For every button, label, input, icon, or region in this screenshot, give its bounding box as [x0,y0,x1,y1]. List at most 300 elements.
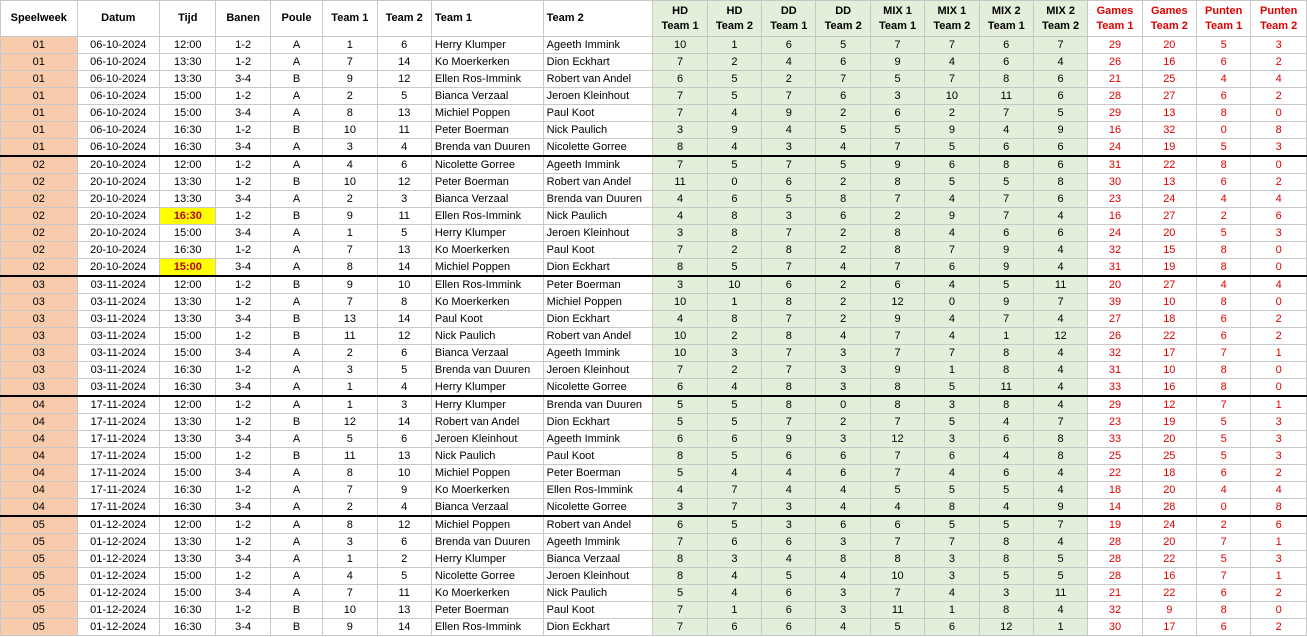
table-cell[interactable]: 1 [707,602,761,619]
table-cell[interactable]: 5 [979,482,1033,499]
table-cell[interactable]: 13:30 [160,294,216,311]
table-cell[interactable]: 39 [1088,294,1142,311]
table-cell[interactable]: 3 [762,499,816,517]
table-cell[interactable]: 9 [377,482,431,499]
table-row[interactable] [1,396,1307,414]
table-cell[interactable]: 4 [762,482,816,499]
table-cell[interactable]: Herry Klumper [431,551,543,568]
table-cell[interactable]: 1-2 [216,88,270,105]
table-cell[interactable]: 11 [870,602,924,619]
table-cell[interactable]: 2 [323,191,377,208]
table-cell[interactable]: 8 [979,534,1033,551]
table-cell[interactable]: 5 [870,71,924,88]
table-cell[interactable]: 14 [377,311,431,328]
table-cell[interactable]: 4 [1251,276,1307,294]
table-cell[interactable]: 7 [870,37,924,54]
table-cell[interactable]: 04 [1,431,78,448]
table-cell[interactable]: 13:30 [160,534,216,551]
table-cell[interactable]: 3 [925,551,979,568]
column-header[interactable]: Games Team 1 [1088,1,1142,37]
table-cell[interactable]: 6 [762,534,816,551]
table-cell[interactable]: Brenda van Duuren [431,534,543,551]
table-cell[interactable]: 3 [925,568,979,585]
table-cell[interactable]: Ellen Ros-Immink [431,71,543,88]
table-cell[interactable]: 3-4 [216,225,270,242]
table-cell[interactable]: 16:30 [160,242,216,259]
table-cell[interactable]: 6 [377,534,431,551]
table-cell[interactable]: 2 [816,174,870,191]
table-cell[interactable]: Brenda van Duuren [431,362,543,379]
table-cell[interactable]: 0 [1197,122,1251,139]
table-cell[interactable]: 4 [1197,482,1251,499]
table-cell[interactable]: 8 [1197,259,1251,277]
table-cell[interactable]: 3-4 [216,191,270,208]
table-cell[interactable]: 7 [653,156,707,174]
table-cell[interactable]: 12 [377,516,431,534]
table-cell[interactable]: 7 [979,311,1033,328]
table-cell[interactable]: Michiel Poppen [431,516,543,534]
table-cell[interactable]: 7 [653,619,707,636]
table-cell[interactable]: 6 [870,276,924,294]
table-cell[interactable]: 3 [1251,225,1307,242]
table-row[interactable] [1,71,1307,88]
table-cell[interactable]: 01 [1,54,78,71]
table-cell[interactable]: 1 [1251,534,1307,551]
table-cell[interactable]: 6 [762,619,816,636]
column-header[interactable]: MIX 1 Team 2 [925,1,979,37]
table-cell[interactable]: 3 [762,208,816,225]
table-cell[interactable]: 10 [653,37,707,54]
table-cell[interactable]: 31 [1088,259,1142,277]
table-cell[interactable]: 12 [1033,328,1087,345]
table-cell[interactable]: 5 [653,585,707,602]
table-cell[interactable]: 4 [925,191,979,208]
table-cell[interactable]: 1 [925,362,979,379]
table-cell[interactable]: 2 [1251,311,1307,328]
table-cell[interactable]: 1-2 [216,414,270,431]
table-cell[interactable]: 3 [323,362,377,379]
table-cell[interactable]: 20-10-2024 [77,242,160,259]
column-header[interactable]: Team 2 [543,1,653,37]
table-cell[interactable]: 03 [1,362,78,379]
table-cell[interactable]: 1-2 [216,534,270,551]
table-cell[interactable]: 3 [925,396,979,414]
table-cell[interactable]: 2 [707,54,761,71]
table-cell[interactable]: 20-10-2024 [77,174,160,191]
table-cell[interactable]: Paul Koot [543,105,653,122]
table-cell[interactable]: 6 [377,37,431,54]
table-cell[interactable]: 05 [1,534,78,551]
table-cell[interactable]: 6 [1197,619,1251,636]
table-cell[interactable]: 3-4 [216,465,270,482]
table-cell[interactable]: 8 [979,362,1033,379]
table-cell[interactable]: 10 [1142,294,1196,311]
table-cell[interactable]: 10 [323,602,377,619]
column-header[interactable]: Speelweek [1,1,78,37]
table-cell[interactable]: 9 [1033,122,1087,139]
table-cell[interactable]: 7 [870,448,924,465]
table-cell[interactable]: 3-4 [216,311,270,328]
table-cell[interactable]: 4 [707,585,761,602]
table-cell[interactable]: Herry Klumper [431,396,543,414]
table-cell[interactable]: 06-10-2024 [77,105,160,122]
table-cell[interactable]: B [270,311,322,328]
table-cell[interactable]: Dion Eckhart [543,619,653,636]
table-cell[interactable]: Ko Moerkerken [431,54,543,71]
table-cell[interactable]: 6 [816,448,870,465]
table-cell[interactable]: 3 [979,585,1033,602]
table-cell[interactable]: 03-11-2024 [77,328,160,345]
table-cell[interactable]: B [270,328,322,345]
table-cell[interactable]: 5 [870,619,924,636]
table-cell[interactable]: Bianca Verzaal [431,191,543,208]
table-cell[interactable]: Ageeth Immink [543,345,653,362]
table-cell[interactable]: 13:30 [160,431,216,448]
table-cell[interactable]: 9 [323,276,377,294]
table-cell[interactable]: 8 [1251,122,1307,139]
table-cell[interactable]: 13 [377,448,431,465]
table-cell[interactable]: 6 [762,448,816,465]
table-cell[interactable]: 9 [870,311,924,328]
table-cell[interactable]: 24 [1088,225,1142,242]
table-cell[interactable]: Jeroen Kleinhout [431,431,543,448]
table-cell[interactable]: 6 [816,54,870,71]
table-cell[interactable]: 13 [377,242,431,259]
column-header[interactable]: Punten Team 1 [1197,1,1251,37]
table-cell[interactable]: Jeroen Kleinhout [543,88,653,105]
table-cell[interactable]: 03 [1,276,78,294]
table-cell[interactable]: 19 [1142,139,1196,157]
table-cell[interactable]: 5 [925,414,979,431]
table-cell[interactable]: 3-4 [216,499,270,517]
table-cell[interactable]: 22 [1142,156,1196,174]
table-cell[interactable]: 10 [377,465,431,482]
table-cell[interactable]: 14 [1088,499,1142,517]
table-cell[interactable]: 4 [816,259,870,277]
table-cell[interactable]: 3-4 [216,431,270,448]
table-cell[interactable]: 7 [653,534,707,551]
table-cell[interactable]: 13 [1142,105,1196,122]
table-cell[interactable]: 7 [1197,396,1251,414]
table-cell[interactable]: 01-12-2024 [77,534,160,551]
table-cell[interactable]: 4 [979,448,1033,465]
table-cell[interactable]: Dion Eckhart [543,54,653,71]
table-row[interactable] [1,259,1307,277]
table-cell[interactable]: 6 [653,431,707,448]
table-cell[interactable]: 5 [707,396,761,414]
table-cell[interactable]: 04 [1,396,78,414]
table-cell[interactable]: 5 [816,156,870,174]
table-cell[interactable]: 9 [925,208,979,225]
table-row[interactable] [1,139,1307,157]
table-cell[interactable]: 25 [1088,448,1142,465]
table-cell[interactable]: Paul Koot [543,448,653,465]
table-cell[interactable]: 0 [816,396,870,414]
table-cell[interactable]: 5 [1033,568,1087,585]
table-cell[interactable]: 4 [1033,54,1087,71]
table-cell[interactable]: 6 [870,105,924,122]
table-cell[interactable]: 19 [1142,414,1196,431]
table-cell[interactable]: 4 [870,499,924,517]
table-cell[interactable]: A [270,516,322,534]
table-cell[interactable]: 6 [925,259,979,277]
table-cell[interactable]: 23 [1088,414,1142,431]
table-cell[interactable]: 6 [1197,328,1251,345]
table-cell[interactable]: 22 [1088,465,1142,482]
table-cell[interactable]: 6 [1033,139,1087,157]
table-cell[interactable]: 8 [707,225,761,242]
table-cell[interactable]: 0 [925,294,979,311]
table-cell[interactable]: 3 [1251,448,1307,465]
table-cell[interactable]: 5 [653,414,707,431]
table-cell[interactable]: 04 [1,448,78,465]
table-cell[interactable]: 20-10-2024 [77,259,160,277]
table-cell[interactable]: 7 [653,54,707,71]
table-cell[interactable]: 3 [653,122,707,139]
table-cell[interactable]: 5 [870,482,924,499]
table-cell[interactable]: 06-10-2024 [77,54,160,71]
table-cell[interactable]: B [270,208,322,225]
table-cell[interactable]: Ellen Ros-Immink [431,276,543,294]
table-cell[interactable]: 3 [377,396,431,414]
table-cell[interactable]: 7 [323,294,377,311]
table-cell[interactable]: 3 [870,88,924,105]
table-cell[interactable]: 5 [979,516,1033,534]
table-cell[interactable]: 32 [1088,242,1142,259]
table-cell[interactable]: 1 [1251,568,1307,585]
table-cell[interactable]: 5 [377,568,431,585]
table-cell[interactable]: 7 [870,465,924,482]
table-cell[interactable]: 8 [816,191,870,208]
table-cell[interactable]: 2 [1251,585,1307,602]
column-header[interactable]: MIX 2 Team 2 [1033,1,1087,37]
table-cell[interactable]: 4 [816,328,870,345]
table-cell[interactable]: Nicolette Gorree [543,139,653,157]
table-cell[interactable]: 04 [1,465,78,482]
table-cell[interactable]: 0 [1251,362,1307,379]
table-cell[interactable]: Nicolette Gorree [543,499,653,517]
table-cell[interactable]: 27 [1142,276,1196,294]
table-cell[interactable]: 0 [1251,242,1307,259]
table-row[interactable] [1,242,1307,259]
table-cell[interactable]: 8 [653,259,707,277]
table-cell[interactable]: 6 [870,516,924,534]
table-cell[interactable]: 4 [762,54,816,71]
table-cell[interactable]: 9 [762,431,816,448]
table-cell[interactable]: B [270,448,322,465]
table-cell[interactable]: 03 [1,328,78,345]
table-cell[interactable]: 7 [870,534,924,551]
column-header[interactable]: Datum [77,1,160,37]
table-cell[interactable]: 02 [1,242,78,259]
table-cell[interactable]: 5 [707,71,761,88]
table-cell[interactable]: 16:30 [160,379,216,397]
column-header[interactable]: HD Team 2 [707,1,761,37]
table-row[interactable] [1,465,1307,482]
table-cell[interactable]: Dion Eckhart [543,259,653,277]
table-cell[interactable]: 17-11-2024 [77,499,160,517]
table-cell[interactable]: 7 [925,242,979,259]
table-cell[interactable]: 4 [653,191,707,208]
table-cell[interactable]: Paul Koot [543,602,653,619]
table-cell[interactable]: 7 [870,139,924,157]
table-cell[interactable]: Robert van Andel [543,516,653,534]
table-cell[interactable]: A [270,242,322,259]
table-cell[interactable]: 29 [1088,105,1142,122]
table-cell[interactable]: 12:00 [160,156,216,174]
table-cell[interactable]: 8 [323,516,377,534]
table-cell[interactable]: 29 [1088,396,1142,414]
table-cell[interactable]: 7 [925,71,979,88]
table-cell[interactable]: 6 [979,465,1033,482]
table-cell[interactable]: A [270,362,322,379]
table-cell[interactable]: 6 [1197,88,1251,105]
table-cell[interactable]: 15:00 [160,88,216,105]
table-cell[interactable]: 3 [707,345,761,362]
table-cell[interactable]: 6 [979,431,1033,448]
table-cell[interactable]: 18 [1088,482,1142,499]
table-cell[interactable]: 2 [816,311,870,328]
table-cell[interactable]: 2 [1197,516,1251,534]
table-cell[interactable]: 4 [707,379,761,397]
table-cell[interactable]: 6 [1251,208,1307,225]
table-cell[interactable]: 4 [816,482,870,499]
table-cell[interactable]: 10 [653,328,707,345]
table-cell[interactable]: Ko Moerkerken [431,294,543,311]
table-cell[interactable]: 8 [1197,294,1251,311]
table-cell[interactable]: A [270,482,322,499]
table-cell[interactable]: A [270,585,322,602]
table-cell[interactable]: B [270,619,322,636]
table-cell[interactable]: Michiel Poppen [431,105,543,122]
table-cell[interactable]: 5 [707,414,761,431]
table-cell[interactable]: B [270,602,322,619]
table-cell[interactable]: 22 [1142,328,1196,345]
table-cell[interactable]: 2 [377,551,431,568]
table-cell[interactable]: 6 [653,379,707,397]
table-cell[interactable]: Peter Boerman [431,602,543,619]
table-cell[interactable]: A [270,105,322,122]
table-cell[interactable]: Brenda van Duuren [543,396,653,414]
table-cell[interactable]: 12 [377,174,431,191]
table-cell[interactable]: Herry Klumper [431,225,543,242]
table-cell[interactable]: 6 [1033,191,1087,208]
table-cell[interactable]: 04 [1,499,78,517]
table-cell[interactable]: 9 [979,242,1033,259]
table-cell[interactable]: 5 [925,516,979,534]
table-cell[interactable]: A [270,37,322,54]
table-cell[interactable]: Peter Boerman [543,276,653,294]
table-cell[interactable]: 3-4 [216,551,270,568]
table-cell[interactable]: 01-12-2024 [77,551,160,568]
table-cell[interactable]: 6 [707,534,761,551]
table-cell[interactable]: 7 [653,88,707,105]
table-cell[interactable]: 3 [816,602,870,619]
table-cell[interactable]: 15:00 [160,328,216,345]
table-cell[interactable]: 20-10-2024 [77,191,160,208]
table-cell[interactable]: 9 [1142,602,1196,619]
table-cell[interactable]: 11 [377,585,431,602]
table-cell[interactable]: 5 [870,122,924,139]
table-cell[interactable]: 13:30 [160,54,216,71]
table-cell[interactable]: 8 [762,379,816,397]
table-cell[interactable]: 24 [1088,139,1142,157]
table-cell[interactable]: 2 [1251,174,1307,191]
table-cell[interactable]: 03 [1,345,78,362]
table-cell[interactable]: Michiel Poppen [431,465,543,482]
table-cell[interactable]: 12:00 [160,276,216,294]
table-cell[interactable]: 4 [816,499,870,517]
table-cell[interactable]: 6 [979,54,1033,71]
table-cell[interactable]: A [270,465,322,482]
table-cell[interactable]: 20-10-2024 [77,225,160,242]
table-cell[interactable]: 8 [1197,105,1251,122]
table-cell[interactable]: 1 [1033,619,1087,636]
table-cell[interactable]: 01-12-2024 [77,568,160,585]
table-cell[interactable]: 5 [653,396,707,414]
table-cell[interactable]: 7 [762,156,816,174]
table-cell[interactable]: 1 [707,37,761,54]
table-cell[interactable]: 12 [1142,396,1196,414]
table-cell[interactable]: 8 [653,551,707,568]
table-cell[interactable]: 3-4 [216,379,270,397]
table-cell[interactable]: 2 [323,345,377,362]
table-cell[interactable]: 6 [1197,585,1251,602]
table-cell[interactable]: 06-10-2024 [77,88,160,105]
table-cell[interactable]: 6 [707,619,761,636]
table-cell[interactable]: 4 [653,311,707,328]
table-cell[interactable]: 4 [925,225,979,242]
table-cell[interactable]: A [270,191,322,208]
table-cell[interactable]: 2 [816,414,870,431]
table-row[interactable] [1,499,1307,517]
table-cell[interactable]: 23 [1088,191,1142,208]
table-cell[interactable]: 4 [1033,482,1087,499]
table-row[interactable] [1,191,1307,208]
table-cell[interactable]: 20 [1142,482,1196,499]
table-cell[interactable]: 1-2 [216,448,270,465]
table-cell[interactable]: 3 [816,431,870,448]
table-row[interactable] [1,585,1307,602]
table-cell[interactable]: A [270,225,322,242]
table-cell[interactable]: A [270,139,322,157]
table-cell[interactable]: 2 [1251,328,1307,345]
table-cell[interactable]: 8 [870,174,924,191]
table-cell[interactable]: 20 [1088,276,1142,294]
table-cell[interactable]: Peter Boerman [431,174,543,191]
table-cell[interactable]: 12 [870,294,924,311]
table-cell[interactable]: 8 [979,602,1033,619]
table-cell[interactable]: Nick Paulich [431,448,543,465]
table-cell[interactable]: 03 [1,311,78,328]
table-cell[interactable]: 8 [762,328,816,345]
table-cell[interactable]: 8 [1197,602,1251,619]
table-cell[interactable]: 19 [1142,259,1196,277]
table-cell[interactable]: Nicolette Gorree [543,379,653,397]
table-cell[interactable]: Ageeth Immink [543,534,653,551]
table-cell[interactable]: 4 [925,276,979,294]
table-row[interactable] [1,414,1307,431]
table-cell[interactable]: A [270,345,322,362]
table-cell[interactable]: 7 [323,54,377,71]
table-cell[interactable]: 11 [653,174,707,191]
table-cell[interactable]: 8 [816,551,870,568]
table-cell[interactable]: 9 [1033,499,1087,517]
table-cell[interactable]: 1-2 [216,482,270,499]
table-cell[interactable]: Brenda van Duuren [543,191,653,208]
column-header[interactable]: Punten Team 2 [1251,1,1307,37]
table-cell[interactable]: Bianca Verzaal [543,551,653,568]
